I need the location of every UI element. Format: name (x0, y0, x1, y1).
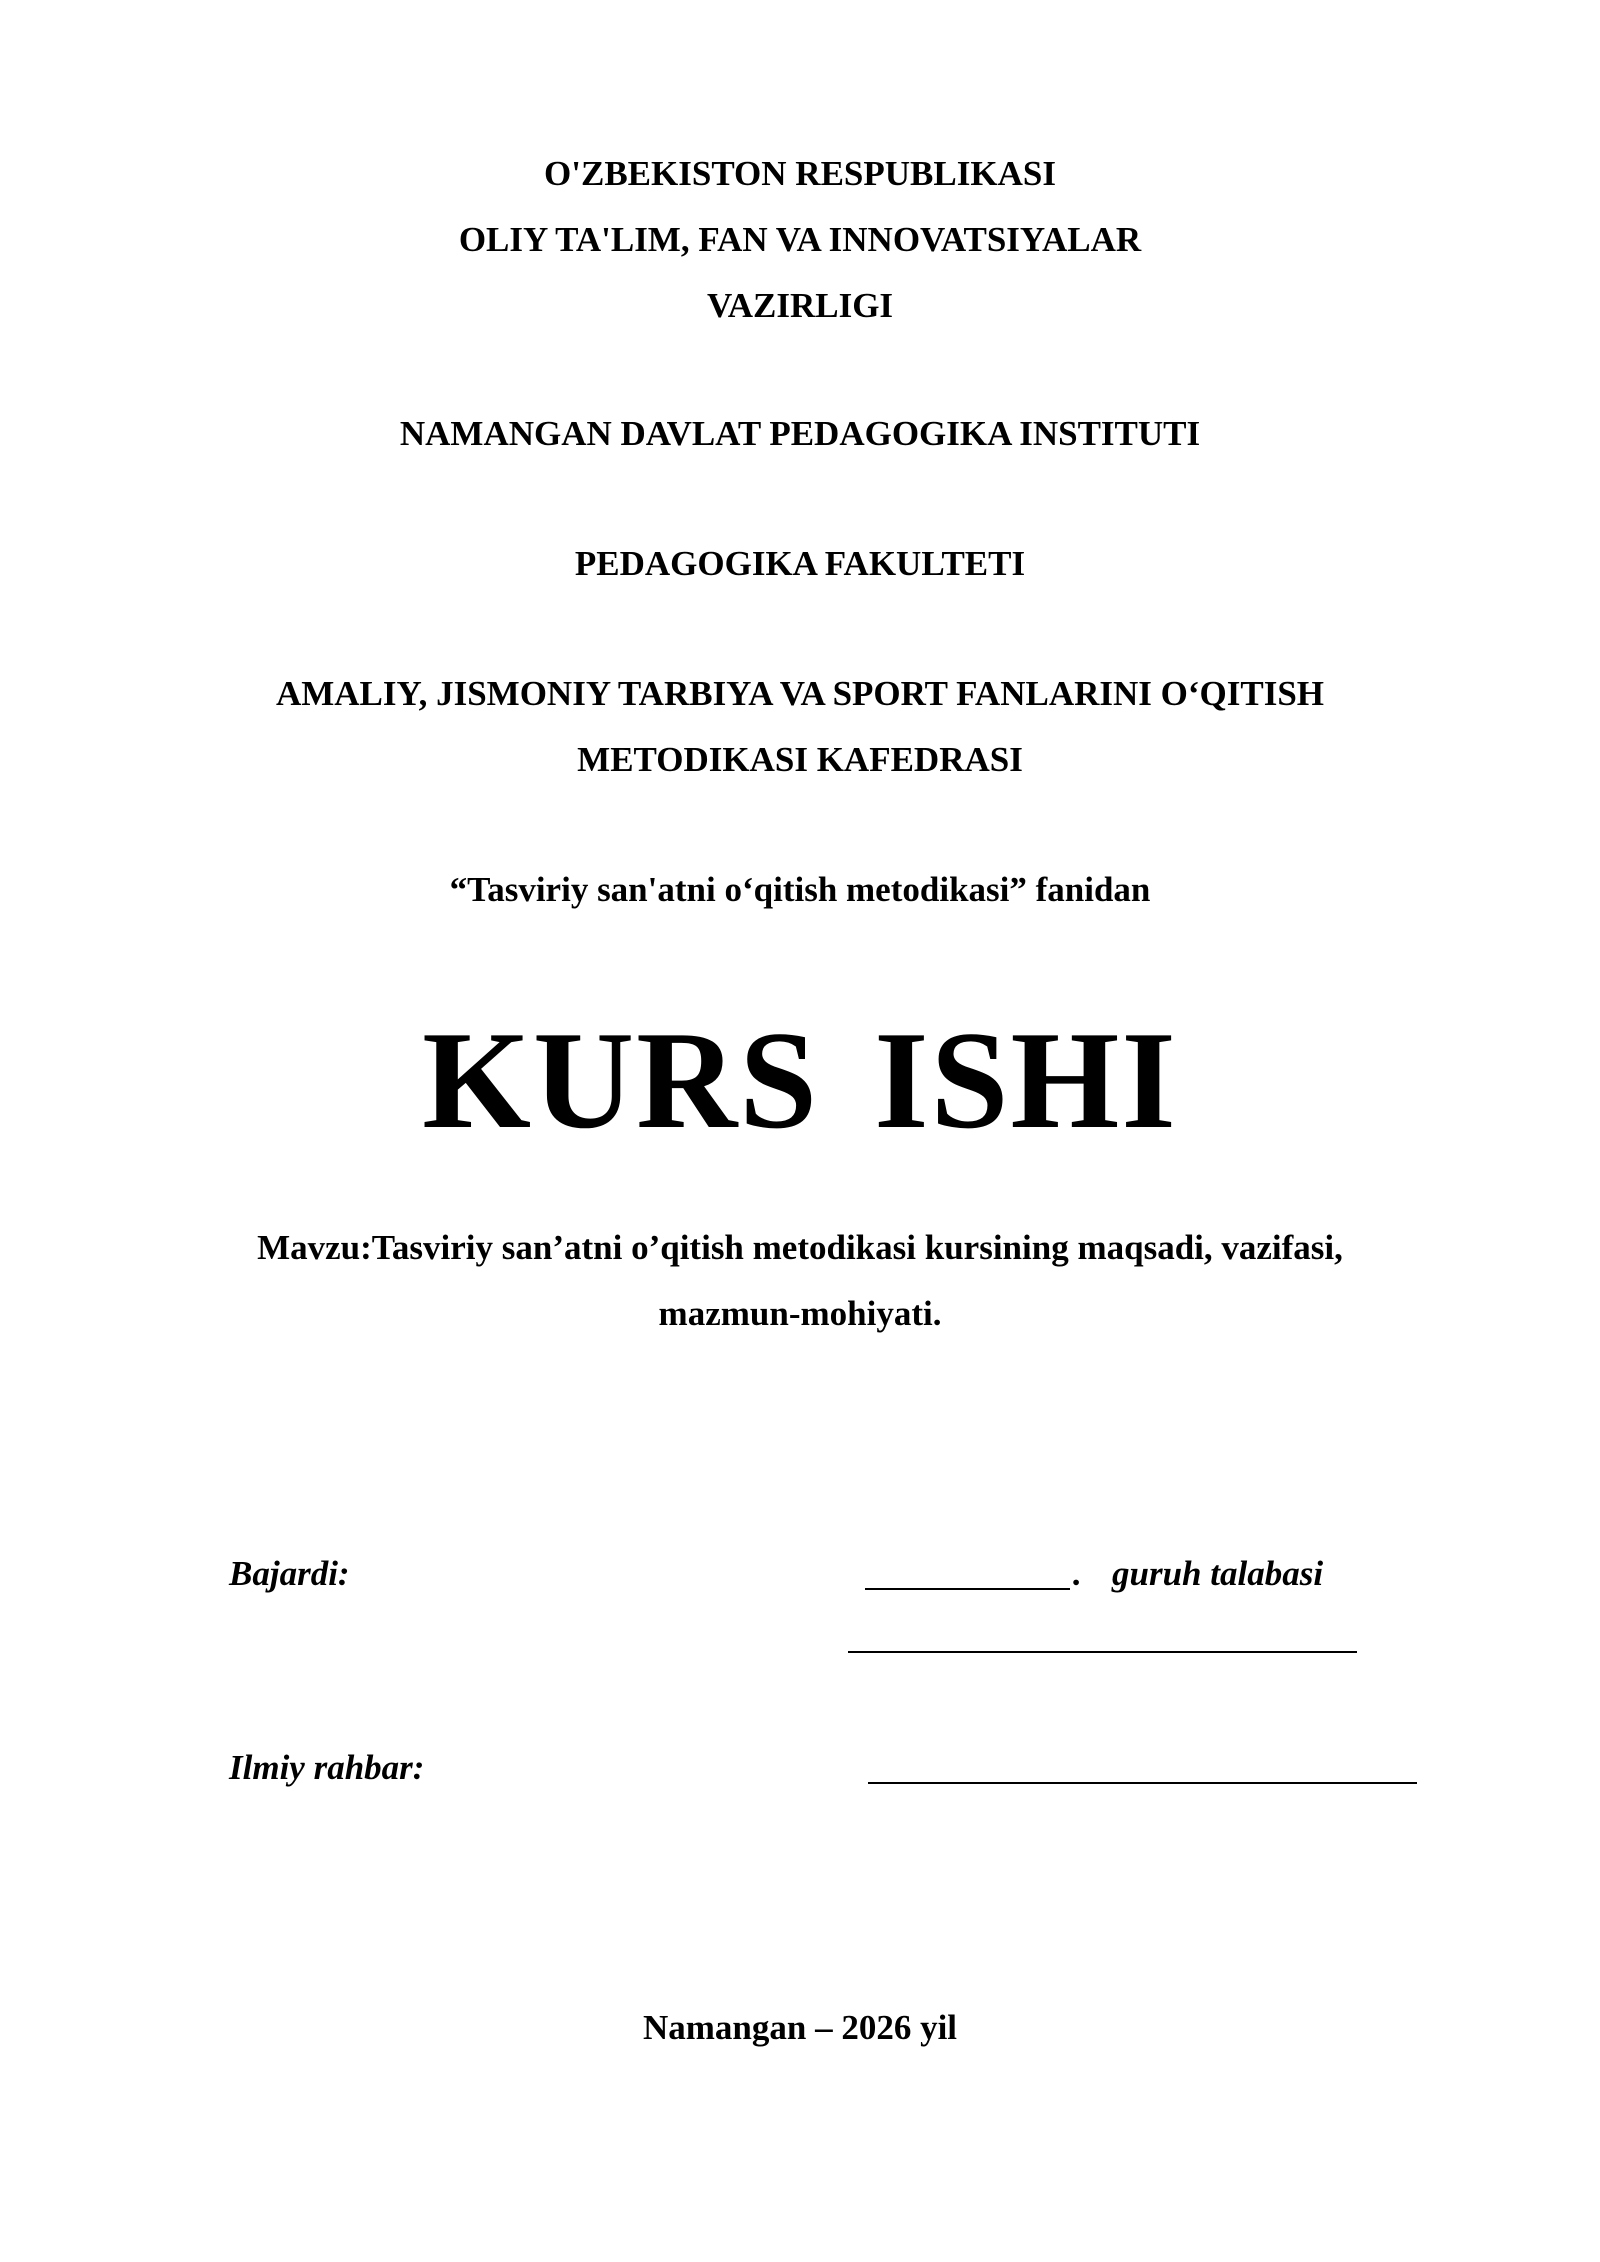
group-dot: . (1073, 1554, 1082, 1593)
title-word-1: KURS (422, 1003, 820, 1158)
supervisor-label: Ilmiy rahbar: (229, 1748, 425, 1787)
student-name-blank (848, 1651, 1357, 1653)
header-country: O'ZBEKISTON RESPUBLIKASI (544, 154, 1056, 193)
footer-city-year: Namangan – 2026 yil (642, 2008, 958, 2047)
topic-line: Mavzu:Tasviriy san’atni o’qitish metodikasi kursining maqsadi, vazifasi, (257, 1228, 1343, 1267)
header-ministry-cont: VAZIRLIGI (706, 286, 894, 325)
institute-name: NAMANGAN DAVLAT PEDAGOGIKA INSTITUTI (399, 414, 1201, 453)
faculty-name: PEDAGOGIKA FAKULTETI (574, 544, 1026, 583)
title-word-2: ISHI (874, 1003, 1178, 1158)
subject-line: “Tasviriy san'atni o‘qitish metodikasi” fanidan (449, 870, 1151, 909)
header-ministry: OLIY TA'LIM, FAN VA INNOVATSIYALAR (458, 220, 1142, 259)
supervisor-name-blank (868, 1782, 1417, 1784)
department-name-cont: METODIKASI KAFEDRASI (577, 740, 1023, 779)
document-title (0, 1003, 1600, 1158)
department-name: AMALIY, JISMONIY TARBIYA VA SPORT FANLARINI O‘QITISH (275, 674, 1325, 713)
group-student-label: guruh talabasi (1112, 1554, 1324, 1593)
performed-by-label: Bajardi: (229, 1554, 350, 1593)
group-number-blank (865, 1588, 1070, 1590)
topic-line-cont: mazmun-mohiyati. (658, 1294, 942, 1333)
